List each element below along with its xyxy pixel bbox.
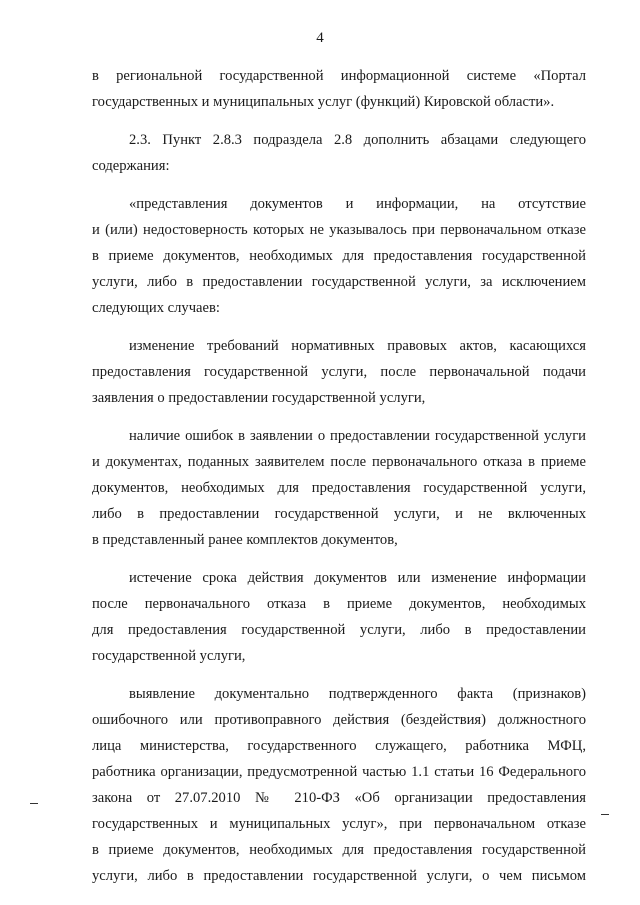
text-line: и (или) недостоверность которых не указывалось при первоначальном отказе — [92, 222, 586, 238]
text-line: 2.3. Пункт 2.8.3 подраздела 2.8 дополнить абзацами следующего — [129, 132, 586, 148]
paragraph — [92, 565, 586, 669]
text-line: и документах, поданных заявителем после первоначального отказа в приеме — [92, 454, 586, 470]
document-body — [92, 63, 586, 889]
paragraph — [92, 423, 586, 553]
text-line: государственной услуги, — [92, 648, 246, 664]
text-line: следующих случаев: — [92, 300, 220, 316]
text-line: «представления документов и информации, на отсутствие — [129, 196, 586, 212]
text-line: наличие ошибок в заявлении о предоставлении государственной услуги — [129, 428, 586, 444]
margin-mark — [601, 814, 609, 815]
text-line: после первоначального отказа в приеме документов, необходимых — [92, 596, 586, 612]
paragraph — [92, 191, 586, 321]
text-line: истечение срока действия документов или изменение информации — [129, 570, 586, 586]
text-line: услуги, либо в предоставлении государственной услуги, за исключением — [92, 274, 586, 290]
text-line: в приеме документов, необходимых для предоставления государственной — [92, 842, 586, 858]
text-line: изменение требований нормативных правовых актов, касающихся — [129, 338, 586, 354]
paragraph — [92, 127, 586, 179]
text-line: государственных и муниципальных услуг (функций) Кировской области». — [92, 94, 555, 110]
text-line: закона от 27.07.2010 № 210-ФЗ «Об организации предоставления — [92, 790, 586, 806]
margin-mark — [30, 803, 38, 804]
text-line: выявление документально подтвержденного факта (признаков) — [129, 686, 586, 702]
text-line: в представленный ранее комплектов документов, — [92, 532, 398, 548]
text-line: государственных и муниципальных услуг», при первоначальном отказе — [92, 816, 586, 832]
text-line: заявления о предоставлении государственной услуги, — [92, 390, 426, 406]
text-line: для предоставления государственной услуги, либо в предоставлении — [92, 622, 586, 638]
paragraph — [92, 333, 586, 411]
page-number: 4 — [316, 30, 324, 46]
paragraph — [92, 681, 586, 889]
text-line: ошибочного или противоправного действия (бездействия) должностного — [92, 712, 586, 728]
text-line: лица министерства, государственного служащего, работника МФЦ, — [92, 738, 586, 754]
paragraph — [92, 63, 586, 115]
text-line: предоставления государственной услуги, после первоначальной подачи — [92, 364, 586, 380]
text-line: содержания: — [92, 158, 170, 174]
text-line: работника организации, предусмотренной частью 1.1 статьи 16 Федерального — [92, 764, 586, 780]
text-line: либо в предоставлении государственной услуги, и не включенных — [92, 506, 586, 522]
text-line: в региональной государственной информационной системе «Портал — [92, 68, 586, 84]
text-line: услуги, либо в предоставлении государственной услуги, о чем письмом — [92, 868, 586, 884]
text-line: документов, необходимых для предоставления государственной услуги, — [92, 480, 586, 496]
text-line: в приеме документов, необходимых для предоставления государственной — [92, 248, 586, 264]
